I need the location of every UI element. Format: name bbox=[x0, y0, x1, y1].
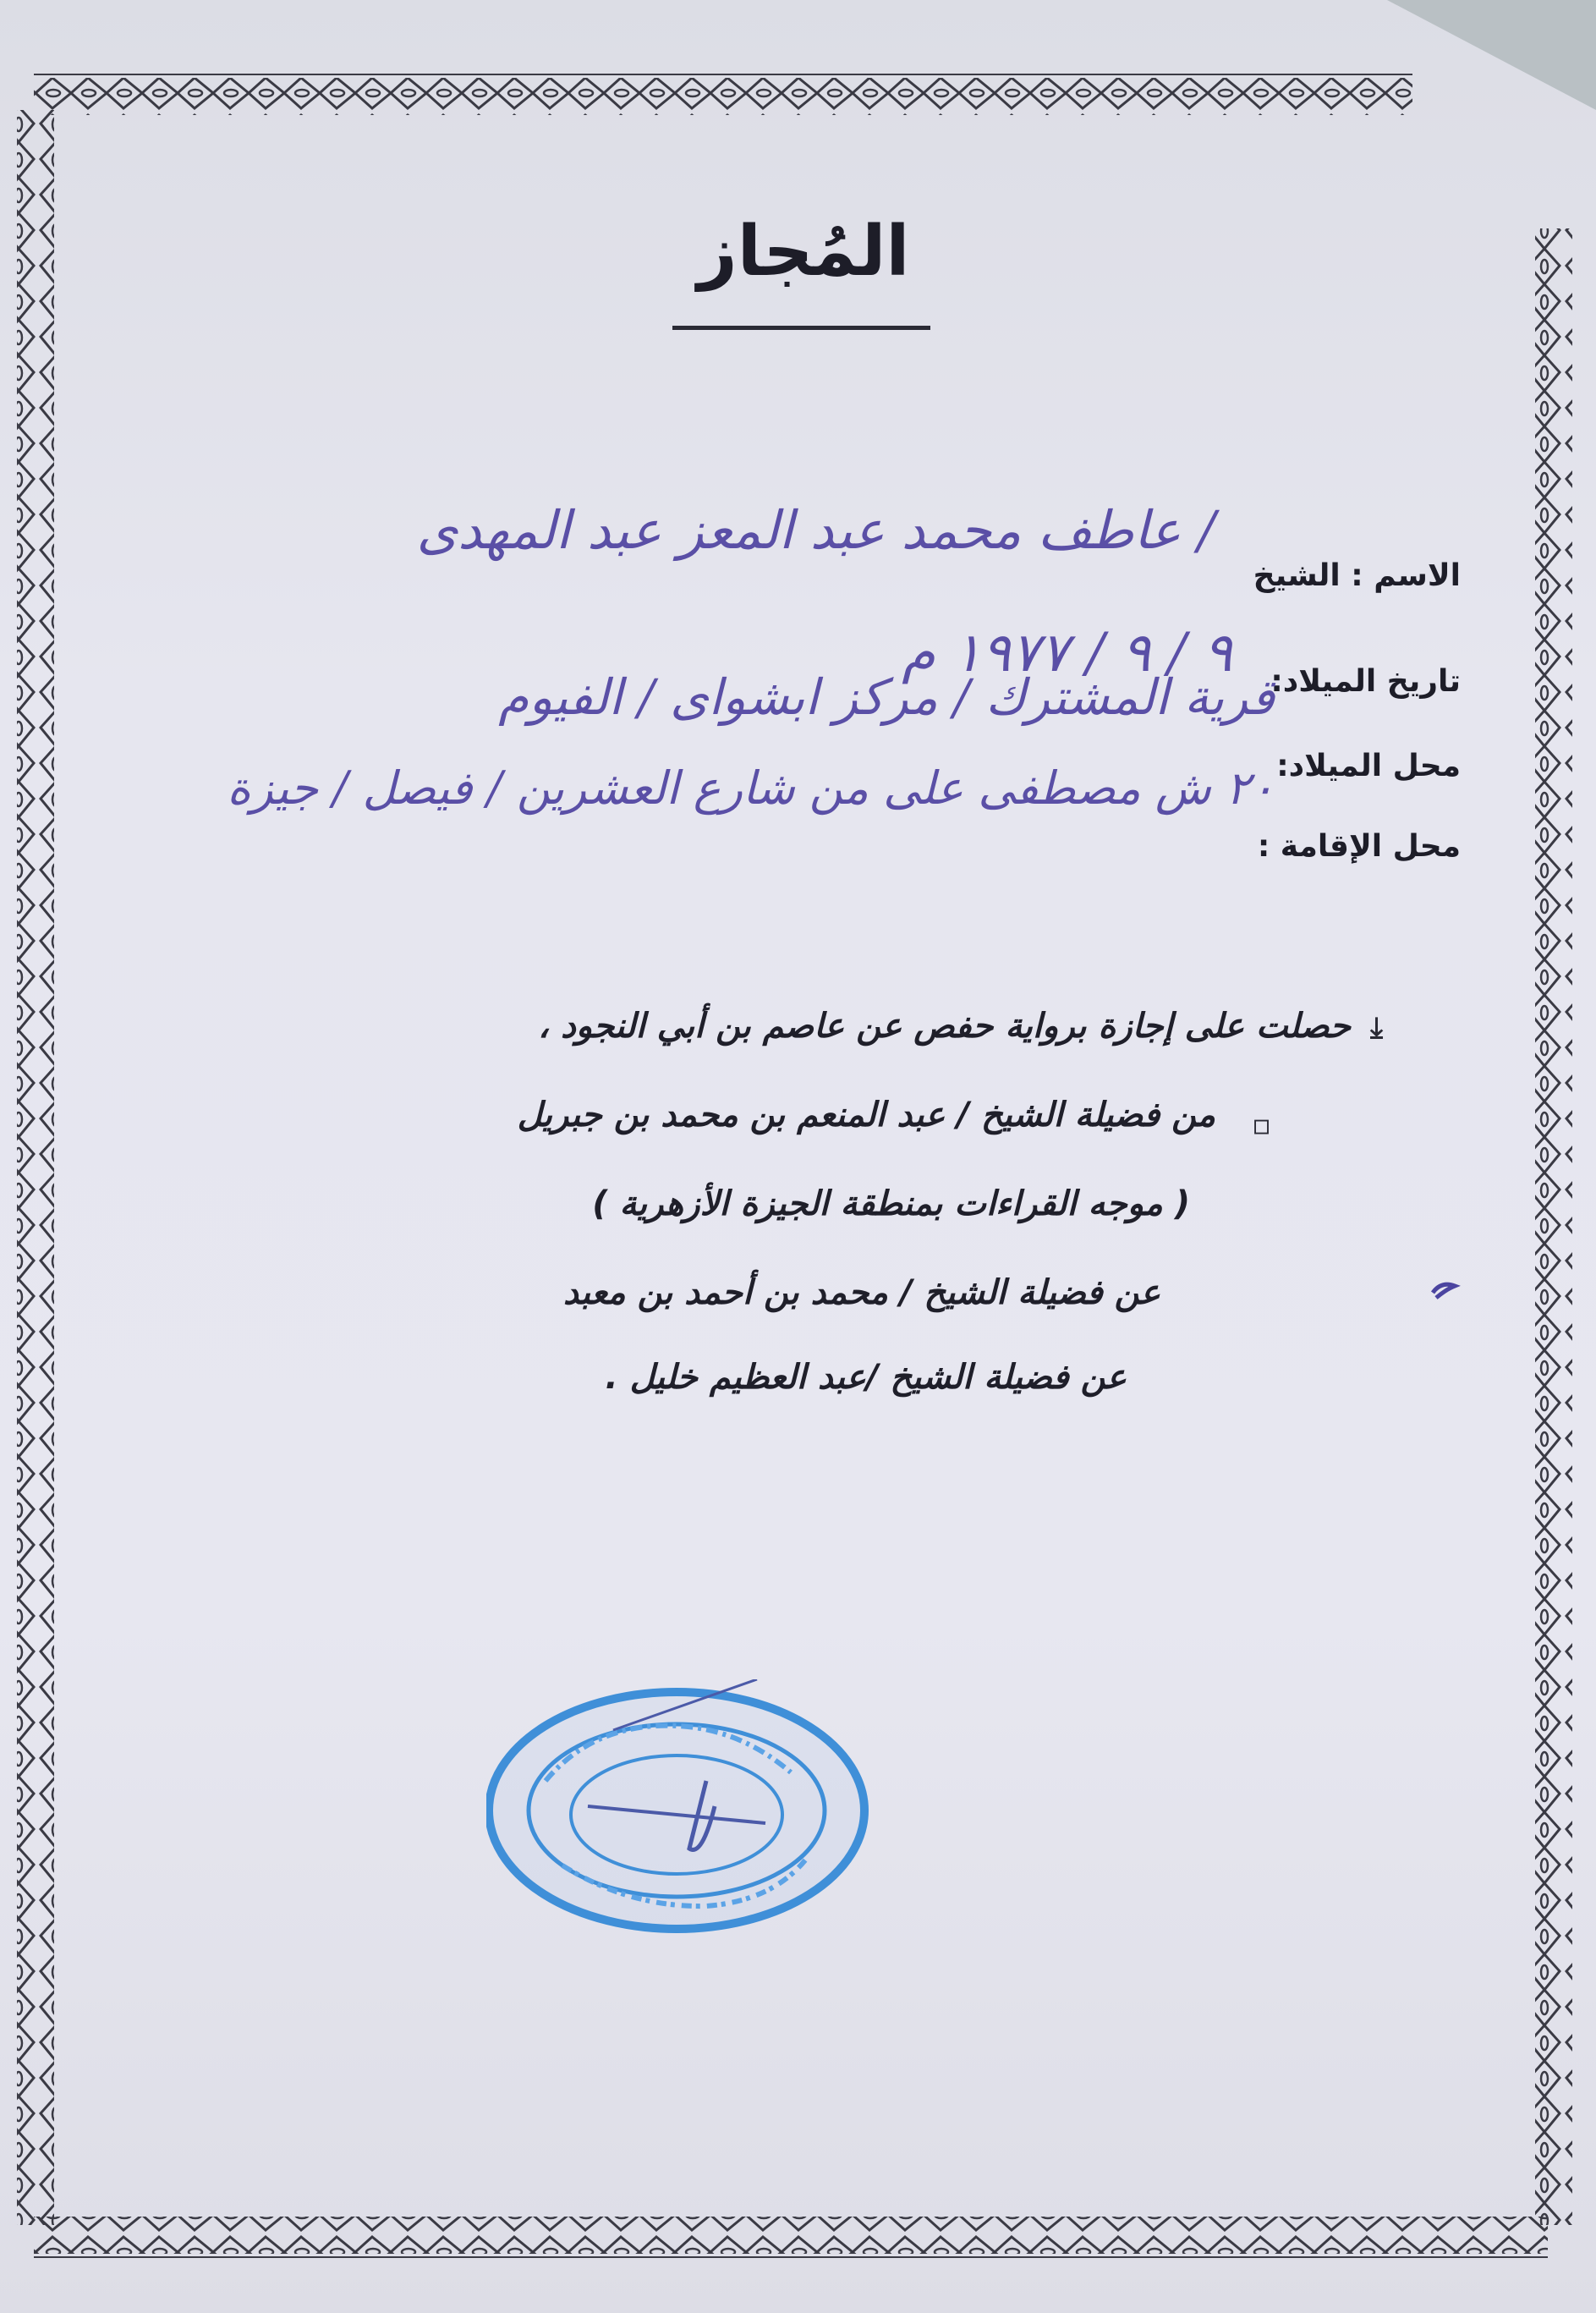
birth-place-handwritten: قرية المشترك / مركز ابشواى / الفيوم bbox=[498, 668, 1275, 726]
body-line-2: من فضيلة الشيخ / عبد المنعم بن محمد بن جبريل bbox=[517, 1096, 1215, 1135]
body-line-3: ( موجه القراءات بمنطقة الجيزة الأزهرية ) bbox=[592, 1184, 1190, 1223]
body-line-5: عن فضيلة الشيخ /عبد العظيم خليل . bbox=[605, 1358, 1127, 1397]
body-line-4: عن فضيلة الشيخ / محمد بن أحمد بن معبد bbox=[562, 1273, 1160, 1312]
residence-label: محل الإقامة : bbox=[1257, 829, 1461, 864]
square-marker: ▫ bbox=[1252, 1108, 1272, 1142]
birth-date-handwritten: ٩ / ٩ / ١٩٧٧ م bbox=[902, 622, 1232, 684]
name-label: الاسم : الشيخ bbox=[1253, 558, 1461, 593]
name-handwritten: / عاطف محمد عبد المعز عبد المهدى bbox=[416, 499, 1215, 561]
birth-place-label: محل الميلاد: bbox=[1276, 749, 1461, 783]
page-title: المُجاز bbox=[697, 212, 910, 292]
bullet-marker: ⤓ bbox=[1370, 1011, 1384, 1045]
official-stamp bbox=[486, 1679, 892, 1950]
birth-date-label: تاريخ الميلاد: bbox=[1270, 664, 1461, 699]
ink-mark bbox=[1429, 1277, 1463, 1303]
body-line-1: حصلت على إجازة برواية حفص عن عاصم بن أبي النجود ، bbox=[538, 1007, 1351, 1046]
residence-handwritten: ٢٠ ش مصطفى على من شارع العشرين / فيصل / جيزة bbox=[227, 761, 1275, 815]
title-underline bbox=[672, 326, 930, 330]
